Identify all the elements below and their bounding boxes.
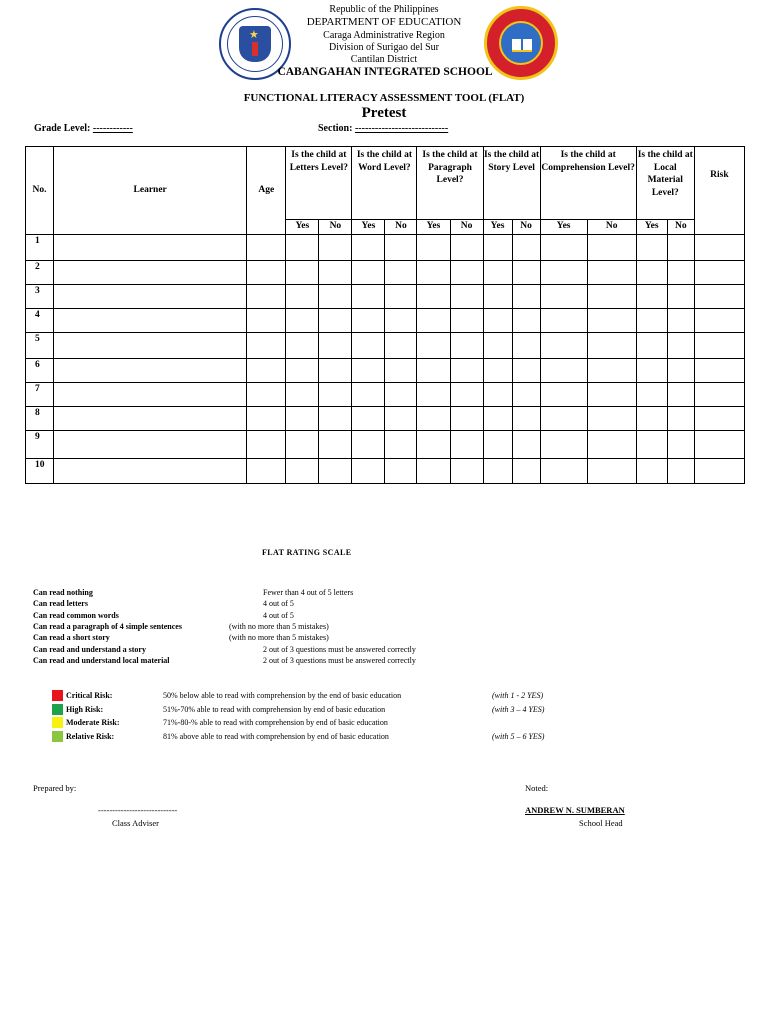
rating-scale-value: 4 out of 5 bbox=[263, 599, 294, 608]
answer-cell[interactable] bbox=[319, 383, 352, 407]
learner-row bbox=[26, 235, 745, 261]
answer-cell[interactable] bbox=[587, 359, 636, 383]
answer-cell[interactable] bbox=[483, 285, 512, 309]
answer-cell[interactable] bbox=[417, 235, 450, 261]
risk-cell[interactable] bbox=[694, 235, 744, 261]
header-paragraph-level: Is the child at Paragraph Level? bbox=[417, 147, 483, 220]
answer-cell[interactable] bbox=[385, 235, 417, 261]
answer-cell[interactable] bbox=[540, 431, 587, 459]
rating-scale-title: FLAT RATING SCALE bbox=[262, 548, 352, 557]
rating-scale-label: Can read common words bbox=[33, 611, 119, 620]
rating-scale-value: Fewer than 4 out of 5 letters bbox=[263, 588, 354, 597]
risk-cell[interactable] bbox=[694, 459, 744, 484]
answer-cell[interactable] bbox=[540, 459, 587, 484]
answer-cell[interactable] bbox=[512, 431, 540, 459]
rating-scale-label: Can read and understand a story bbox=[33, 645, 146, 654]
answer-cell[interactable] bbox=[667, 407, 694, 431]
answer-cell[interactable] bbox=[540, 359, 587, 383]
answer-cell[interactable] bbox=[450, 285, 483, 309]
header-word-level: Is the child at Word Level? bbox=[352, 147, 417, 220]
rating-scale-label: Can read a short story bbox=[33, 633, 110, 642]
age-cell[interactable] bbox=[247, 407, 286, 431]
answer-cell[interactable] bbox=[667, 261, 694, 285]
risk-level-label: Critical Risk: bbox=[66, 691, 113, 700]
header-division: Division of Surigao del Sur bbox=[329, 42, 439, 53]
answer-cell[interactable] bbox=[417, 359, 450, 383]
answer-cell[interactable] bbox=[636, 333, 667, 359]
answer-cell[interactable] bbox=[352, 309, 385, 333]
answer-cell[interactable] bbox=[319, 285, 352, 309]
class-adviser-title: Class Adviser bbox=[112, 818, 159, 828]
answer-cell[interactable] bbox=[417, 261, 450, 285]
answer-cell[interactable] bbox=[667, 359, 694, 383]
answer-cell[interactable] bbox=[352, 407, 385, 431]
answer-cell[interactable] bbox=[483, 261, 512, 285]
answer-cell[interactable] bbox=[450, 359, 483, 383]
row-number: 8 bbox=[26, 407, 54, 431]
header-no-answer: No bbox=[587, 220, 636, 235]
learner-row bbox=[26, 407, 745, 431]
noted-label: Noted: bbox=[525, 783, 549, 793]
answer-cell[interactable] bbox=[483, 359, 512, 383]
age-cell[interactable] bbox=[247, 285, 286, 309]
row-number: 6 bbox=[26, 359, 54, 383]
answer-cell[interactable] bbox=[286, 407, 319, 431]
answer-cell[interactable] bbox=[286, 359, 319, 383]
answer-cell[interactable] bbox=[286, 309, 319, 333]
answer-cell[interactable] bbox=[385, 285, 417, 309]
rating-scale-value: 2 out of 3 questions must be answered correctly bbox=[263, 656, 416, 665]
header-district: Cantilan District bbox=[350, 54, 418, 65]
learner-row bbox=[26, 285, 745, 309]
age-cell[interactable] bbox=[247, 459, 286, 484]
answer-cell[interactable] bbox=[385, 359, 417, 383]
answer-cell[interactable] bbox=[540, 285, 587, 309]
answer-cell[interactable] bbox=[352, 359, 385, 383]
answer-cell[interactable] bbox=[319, 333, 352, 359]
learner-row bbox=[26, 309, 745, 333]
high-risk-color-swatch bbox=[52, 704, 63, 715]
answer-cell[interactable] bbox=[587, 285, 636, 309]
answer-cell[interactable] bbox=[512, 235, 540, 261]
answer-cell[interactable] bbox=[319, 459, 352, 484]
answer-cell[interactable] bbox=[636, 235, 667, 261]
answer-cell[interactable] bbox=[636, 285, 667, 309]
learner-row bbox=[26, 459, 745, 484]
answer-cell[interactable] bbox=[667, 383, 694, 407]
learner-name-cell[interactable] bbox=[54, 407, 247, 431]
risk-level-description: 71%-80-% able to read with comprehension by end of basic education bbox=[163, 718, 388, 727]
answer-cell[interactable] bbox=[483, 235, 512, 261]
answer-cell[interactable] bbox=[512, 407, 540, 431]
risk-cell[interactable] bbox=[694, 383, 744, 407]
answer-cell[interactable] bbox=[352, 235, 385, 261]
risk-cell[interactable] bbox=[694, 333, 744, 359]
prepared-by-label: Prepared by: bbox=[33, 783, 77, 793]
risk-level-yes-count: (with 3 – 4 YES) bbox=[492, 705, 545, 714]
answer-cell[interactable] bbox=[352, 333, 385, 359]
answer-cell[interactable] bbox=[319, 359, 352, 383]
answer-cell[interactable] bbox=[587, 459, 636, 484]
adviser-signature-line: ---------------------------- bbox=[98, 805, 178, 815]
answer-cell[interactable] bbox=[417, 459, 450, 484]
risk-level-label: High Risk: bbox=[66, 705, 104, 714]
school-head-title: School Head bbox=[579, 818, 623, 828]
answer-cell[interactable] bbox=[286, 333, 319, 359]
answer-cell[interactable] bbox=[450, 261, 483, 285]
answer-cell[interactable] bbox=[587, 431, 636, 459]
answer-cell[interactable] bbox=[667, 431, 694, 459]
risk-level-description: 50% below able to read with comprehension by the end of basic education bbox=[163, 691, 402, 700]
header-republic: Republic of the Philippines bbox=[329, 4, 439, 15]
risk-cell[interactable] bbox=[694, 261, 744, 285]
answer-cell[interactable] bbox=[352, 285, 385, 309]
answer-cell[interactable] bbox=[636, 383, 667, 407]
assessment-table bbox=[25, 146, 745, 484]
answer-cell[interactable] bbox=[512, 285, 540, 309]
answer-cell[interactable] bbox=[385, 431, 417, 459]
header-age: Age bbox=[247, 147, 286, 235]
rating-scale-value: (with no more than 5 mistakes) bbox=[229, 633, 329, 642]
risk-cell[interactable] bbox=[694, 407, 744, 431]
deped-seal-logo: ★ bbox=[219, 8, 291, 80]
answer-cell[interactable] bbox=[319, 261, 352, 285]
learner-name-cell[interactable] bbox=[54, 235, 247, 261]
grade-level-label: Grade Level: bbox=[34, 123, 91, 134]
answer-cell[interactable] bbox=[319, 235, 352, 261]
answer-cell[interactable] bbox=[450, 407, 483, 431]
header-yes: Yes bbox=[286, 220, 319, 235]
school-head-name: ANDREW N. SUMBERAN bbox=[525, 805, 625, 815]
answer-cell[interactable] bbox=[352, 431, 385, 459]
row-number: 4 bbox=[26, 309, 54, 333]
age-cell[interactable] bbox=[247, 261, 286, 285]
header-yes: Yes bbox=[636, 220, 667, 235]
learner-name-cell[interactable] bbox=[54, 309, 247, 333]
answer-cell[interactable] bbox=[450, 333, 483, 359]
answer-cell[interactable] bbox=[540, 407, 587, 431]
answer-cell[interactable] bbox=[319, 407, 352, 431]
answer-cell[interactable] bbox=[385, 261, 417, 285]
rating-scale-value: 4 out of 5 bbox=[263, 611, 294, 620]
answer-cell[interactable] bbox=[417, 285, 450, 309]
answer-cell[interactable] bbox=[512, 459, 540, 484]
answer-cell[interactable] bbox=[450, 383, 483, 407]
answer-cell[interactable] bbox=[512, 261, 540, 285]
age-cell[interactable] bbox=[247, 359, 286, 383]
learner-name-cell[interactable] bbox=[54, 333, 247, 359]
answer-cell[interactable] bbox=[636, 459, 667, 484]
section-field bbox=[318, 123, 448, 134]
answer-cell[interactable] bbox=[286, 459, 319, 484]
age-cell[interactable] bbox=[247, 309, 286, 333]
answer-cell[interactable] bbox=[450, 235, 483, 261]
answer-cell[interactable] bbox=[286, 235, 319, 261]
age-cell[interactable] bbox=[247, 235, 286, 261]
answer-cell[interactable] bbox=[450, 309, 483, 333]
answer-cell[interactable] bbox=[385, 407, 417, 431]
rating-scale-value: 2 out of 3 questions must be answered correctly bbox=[263, 645, 416, 654]
age-cell[interactable] bbox=[247, 383, 286, 407]
table-body bbox=[26, 235, 745, 484]
critical-risk-color-swatch bbox=[52, 690, 63, 701]
rating-scale-label: Can read a paragraph of 4 simple sentences bbox=[33, 622, 182, 631]
header-story-level: Is the child at Story Level bbox=[483, 147, 540, 220]
answer-cell[interactable] bbox=[483, 407, 512, 431]
header-risk: Risk bbox=[694, 147, 744, 235]
learner-name-cell[interactable] bbox=[54, 261, 247, 285]
rating-scale-label: Can read nothing bbox=[33, 588, 93, 597]
answer-cell[interactable] bbox=[512, 333, 540, 359]
answer-cell[interactable] bbox=[483, 383, 512, 407]
section-label: Section: bbox=[318, 123, 353, 134]
row-number: 7 bbox=[26, 383, 54, 407]
answer-cell[interactable] bbox=[636, 407, 667, 431]
answer-cell[interactable] bbox=[483, 431, 512, 459]
answer-cell[interactable] bbox=[385, 383, 417, 407]
risk-level-yes-count: (with 1 - 2 YES) bbox=[492, 691, 544, 700]
relative-risk-color-swatch bbox=[52, 731, 63, 742]
risk-cell[interactable] bbox=[694, 431, 744, 459]
learner-row bbox=[26, 333, 745, 359]
answer-cell[interactable] bbox=[385, 309, 417, 333]
risk-level-yes-count: (with 5 – 6 YES) bbox=[492, 732, 545, 741]
answer-cell[interactable] bbox=[540, 333, 587, 359]
header-no-answer: No bbox=[512, 220, 540, 235]
answer-cell[interactable] bbox=[540, 309, 587, 333]
header-no-answer: No bbox=[667, 220, 694, 235]
learner-row bbox=[26, 359, 745, 383]
answer-cell[interactable] bbox=[587, 235, 636, 261]
learner-name-cell[interactable] bbox=[54, 431, 247, 459]
answer-cell[interactable] bbox=[540, 235, 587, 261]
answer-cell[interactable] bbox=[636, 261, 667, 285]
answer-cell[interactable] bbox=[636, 431, 667, 459]
header-no-answer: No bbox=[385, 220, 417, 235]
rating-scale-label: Can read and understand local material bbox=[33, 656, 170, 665]
moderate-risk-color-swatch bbox=[52, 717, 63, 728]
answer-cell[interactable] bbox=[512, 309, 540, 333]
header-yes: Yes bbox=[352, 220, 385, 235]
answer-cell[interactable] bbox=[417, 383, 450, 407]
answer-cell[interactable] bbox=[512, 383, 540, 407]
answer-cell[interactable] bbox=[352, 383, 385, 407]
learner-row bbox=[26, 431, 745, 459]
age-cell[interactable] bbox=[247, 333, 286, 359]
header-yes: Yes bbox=[483, 220, 512, 235]
answer-cell[interactable] bbox=[483, 459, 512, 484]
assessment-title: FUNCTIONAL LITERACY ASSESSMENT TOOL (FLAT) bbox=[243, 92, 525, 104]
answer-cell[interactable] bbox=[417, 309, 450, 333]
learner-row bbox=[26, 383, 745, 407]
answer-cell[interactable] bbox=[450, 459, 483, 484]
section-value: ---------------------------- bbox=[354, 123, 449, 134]
risk-cell[interactable] bbox=[694, 309, 744, 333]
header-yes: Yes bbox=[417, 220, 450, 235]
answer-cell[interactable] bbox=[540, 261, 587, 285]
pretest-subtitle: Pretest bbox=[361, 105, 407, 121]
answer-cell[interactable] bbox=[540, 383, 587, 407]
answer-cell[interactable] bbox=[450, 431, 483, 459]
answer-cell[interactable] bbox=[286, 261, 319, 285]
answer-cell[interactable] bbox=[483, 309, 512, 333]
header-learner: Learner bbox=[54, 147, 247, 235]
answer-cell[interactable] bbox=[587, 383, 636, 407]
header-region: Caraga Administrative Region bbox=[323, 30, 445, 41]
answer-cell[interactable] bbox=[667, 459, 694, 484]
learner-name-cell[interactable] bbox=[54, 359, 247, 383]
answer-cell[interactable] bbox=[352, 261, 385, 285]
answer-cell[interactable] bbox=[417, 407, 450, 431]
header-no: No. bbox=[26, 147, 54, 235]
answer-cell[interactable] bbox=[587, 309, 636, 333]
header-yes: Yes bbox=[540, 220, 587, 235]
learner-name-cell[interactable] bbox=[54, 459, 247, 484]
risk-level-description: 81% above able to read with comprehension by end of basic education bbox=[163, 732, 389, 741]
row-number: 5 bbox=[26, 333, 54, 359]
answer-cell[interactable] bbox=[667, 285, 694, 309]
answer-cell[interactable] bbox=[667, 333, 694, 359]
answer-cell[interactable] bbox=[636, 309, 667, 333]
answer-cell[interactable] bbox=[286, 383, 319, 407]
risk-level-label: Relative Risk: bbox=[66, 732, 115, 741]
answer-cell[interactable] bbox=[417, 431, 450, 459]
header-letters-level: Is the child at Letters Level? bbox=[286, 147, 352, 220]
answer-cell[interactable] bbox=[417, 333, 450, 359]
rating-scale-value: (with no more than 5 mistakes) bbox=[229, 622, 329, 631]
answer-cell[interactable] bbox=[352, 459, 385, 484]
risk-cell[interactable] bbox=[694, 285, 744, 309]
answer-cell[interactable] bbox=[587, 333, 636, 359]
grade-level-field bbox=[34, 123, 133, 134]
learner-name-cell[interactable] bbox=[54, 285, 247, 309]
grade-level-value: ------------ bbox=[92, 123, 133, 134]
answer-cell[interactable] bbox=[587, 261, 636, 285]
row-number: 10 bbox=[26, 459, 54, 484]
answer-cell[interactable] bbox=[385, 459, 417, 484]
answer-cell[interactable] bbox=[512, 359, 540, 383]
row-number: 3 bbox=[26, 285, 54, 309]
row-number: 2 bbox=[26, 261, 54, 285]
answer-cell[interactable] bbox=[667, 235, 694, 261]
age-cell[interactable] bbox=[247, 431, 286, 459]
risk-cell[interactable] bbox=[694, 359, 744, 383]
answer-cell[interactable] bbox=[587, 407, 636, 431]
row-number: 1 bbox=[26, 235, 54, 261]
rating-scale-label: Can read letters bbox=[33, 599, 88, 608]
answer-cell[interactable] bbox=[286, 285, 319, 309]
risk-level-label: Moderate Risk: bbox=[66, 718, 120, 727]
header-no-answer: No bbox=[450, 220, 483, 235]
learner-name-cell[interactable] bbox=[54, 383, 247, 407]
answer-cell[interactable] bbox=[319, 431, 352, 459]
header-no-answer: No bbox=[319, 220, 352, 235]
learner-row bbox=[26, 261, 745, 285]
risk-level-description: 51%-70% able to read with comprehension by end of basic education bbox=[163, 705, 386, 714]
answer-cell[interactable] bbox=[667, 309, 694, 333]
header-department: DEPARTMENT OF EDUCATION bbox=[306, 16, 462, 28]
header-comprehension-level: Is the child at Comprehension Level? bbox=[540, 147, 636, 220]
answer-cell[interactable] bbox=[483, 333, 512, 359]
answer-cell[interactable] bbox=[286, 431, 319, 459]
answer-cell[interactable] bbox=[385, 333, 417, 359]
answer-cell[interactable] bbox=[636, 359, 667, 383]
row-number: 9 bbox=[26, 431, 54, 459]
header-local-material-level: Is the child at Local Material Level? bbox=[636, 147, 694, 220]
answer-cell[interactable] bbox=[319, 309, 352, 333]
school-name: CABANGAHAN INTEGRATED SCHOOL bbox=[277, 66, 493, 78]
